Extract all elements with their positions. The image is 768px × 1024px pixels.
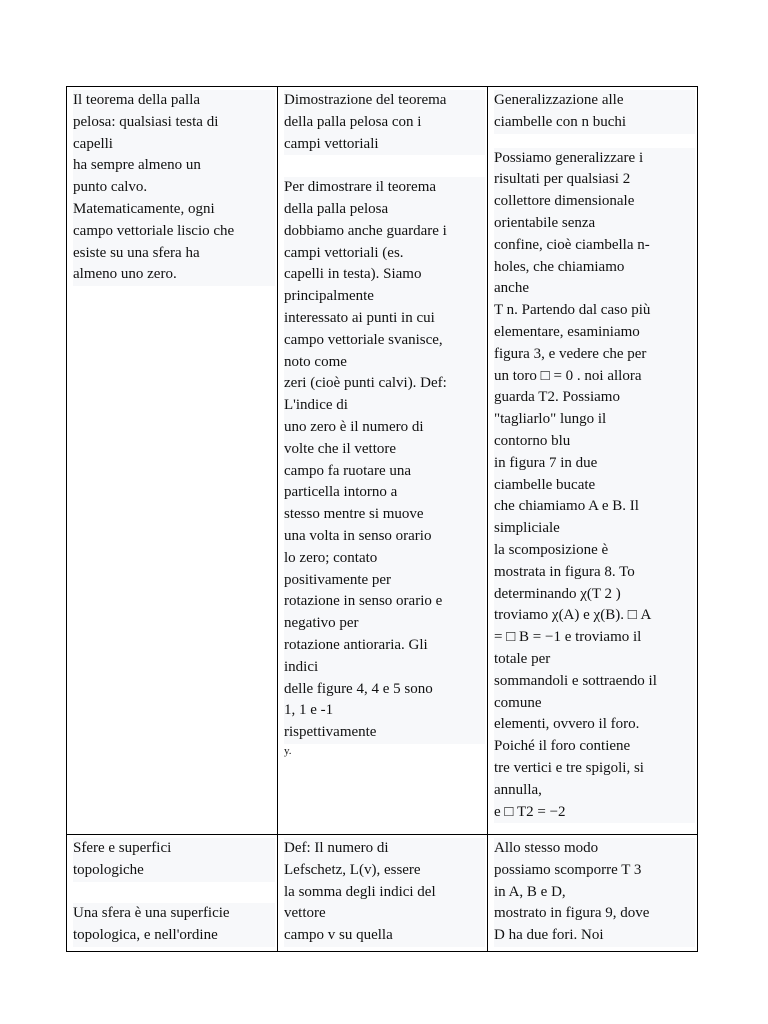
text-line: delle figure 4, 4 e 5 sono [284, 679, 485, 701]
text-line: T n. Partendo dal caso più [494, 300, 695, 322]
text-block [73, 903, 271, 947]
text-line: rotazione in senso orario e [284, 591, 485, 613]
text-line: risultati per qualsiasi 2 [494, 169, 695, 191]
text-line: Il teorema della palla [73, 90, 275, 112]
text-block [494, 838, 691, 947]
text-line: capelli [73, 134, 275, 156]
text-line: e □ T2 = −2 [494, 802, 695, 824]
text-line: interessato ai punti in cui [284, 308, 485, 330]
text-line: lo zero; contato [284, 548, 485, 570]
cell-title [494, 90, 691, 134]
text-block [73, 90, 271, 286]
text-line: D ha due fori. Noi [494, 925, 695, 947]
text-line: figura 3, e vedere che per [494, 344, 695, 366]
text-line: pelosa: qualsiasi testa di [73, 112, 275, 134]
cell-lefschetz-number [278, 835, 488, 952]
text-line: particella intorno a [284, 482, 485, 504]
text-line: ciambelle con n buchi [494, 112, 695, 134]
text-line: dobbiamo anche guardare i [284, 221, 485, 243]
cell-hairy-ball-theorem [67, 87, 278, 835]
text-line: troviamo χ(A) e χ(B). □ A [494, 605, 695, 627]
text-line: Per dimostrare il teorema [284, 177, 485, 199]
text-line: simpliciale [494, 518, 695, 540]
text-line: stesso mentre si muove [284, 504, 485, 526]
text-line: la somma degli indici del [284, 882, 485, 904]
text-line: campi vettoriali (es. [284, 243, 485, 265]
text-line: Sfere e superfici [73, 838, 275, 860]
stray-text: y. [284, 744, 292, 757]
text-line: contorno blu [494, 431, 695, 453]
text-line: collettore dimensionale [494, 191, 695, 213]
text-line: annulla, [494, 780, 695, 802]
text-line: comune [494, 693, 695, 715]
text-line: in figura 7 in due [494, 453, 695, 475]
text-line: almeno uno zero. [73, 264, 275, 286]
text-line: anche [494, 278, 695, 300]
cell-generalization-donuts [488, 87, 698, 835]
text-line: una volta in senso orario [284, 526, 485, 548]
text-line: la scomposizione è [494, 540, 695, 562]
text-line: negativo per [284, 613, 485, 635]
text-line: tre vertici e tre spigoli, si [494, 758, 695, 780]
text-line: sommandoli e sottraendo il [494, 671, 695, 693]
text-line: possiamo scomporre T 3 [494, 860, 695, 882]
text-line: ha sempre almeno un [73, 155, 275, 177]
text-line: rotazione antioraria. Gli [284, 635, 485, 657]
text-line: Def: Il numero di [284, 838, 485, 860]
text-line: volte che il vettore [284, 439, 485, 461]
text-line: principalmente [284, 286, 485, 308]
text-block [284, 177, 481, 744]
cell-decompose-t3 [488, 835, 698, 952]
text-line: campo vettoriale liscio che [73, 221, 275, 243]
text-line: campo vettoriale svanisce, [284, 330, 485, 352]
text-line: L'indice di [284, 395, 485, 417]
cell-proof-vector-fields [278, 87, 488, 835]
text-line: Possiamo generalizzare i [494, 148, 695, 170]
text-line: esiste su una sfera ha [73, 243, 275, 265]
cell-spheres-surfaces [67, 835, 278, 952]
cell-title [284, 90, 481, 155]
text-line: Allo stesso modo [494, 838, 695, 860]
text-line: orientabile senza [494, 213, 695, 235]
text-line: noto come [284, 352, 485, 374]
text-line: rispettivamente [284, 722, 485, 744]
text-line: mostrata in figura 8. To [494, 562, 695, 584]
text-line: punto calvo. [73, 177, 275, 199]
text-line: elementare, esaminiamo [494, 322, 695, 344]
text-line: capelli in testa). Siamo [284, 264, 485, 286]
text-line: Poiché il foro contiene [494, 736, 695, 758]
text-line: vettore [284, 903, 485, 925]
text-line: Dimostrazione del teorema [284, 90, 485, 112]
text-line: un toro □ = 0 . noi allora [494, 366, 695, 388]
text-line: = □ B = −1 e troviamo il [494, 627, 695, 649]
text-line: topologiche [73, 860, 275, 882]
text-line: 1, 1 e -1 [284, 700, 485, 722]
table-row [67, 87, 698, 835]
text-line: topologica, e nell'ordine [73, 925, 275, 947]
text-line: in A, B e D, [494, 882, 695, 904]
text-line: che chiamiamo A e B. Il [494, 496, 695, 518]
text-line: mostrato in figura 9, dove [494, 903, 695, 925]
text-line: holes, che chiamiamo [494, 257, 695, 279]
text-line: Generalizzazione alle [494, 90, 695, 112]
text-line: uno zero è il numero di [284, 417, 485, 439]
text-line: della palla pelosa [284, 199, 485, 221]
text-line: campo v su quella [284, 925, 485, 947]
text-line: determinando χ(T 2 ) [494, 584, 695, 606]
text-line: guarda T2. Possiamo [494, 387, 695, 409]
text-line: Matematicamente, ogni [73, 199, 275, 221]
text-line: della palla pelosa con i [284, 112, 485, 134]
text-line: zeri (cioè punti calvi). Def: [284, 373, 485, 395]
text-line: campi vettoriali [284, 134, 485, 156]
text-line: ciambelle bucate [494, 475, 695, 497]
text-line: Lefschetz, L(v), essere [284, 860, 485, 882]
text-line: confine, cioè ciambella n- [494, 235, 695, 257]
text-block [494, 148, 691, 824]
content-table [66, 86, 698, 952]
text-line: elementi, ovvero il foro. [494, 714, 695, 736]
table-row [67, 835, 698, 952]
text-line: positivamente per [284, 570, 485, 592]
text-line: totale per [494, 649, 695, 671]
text-block [284, 838, 481, 947]
text-line: "tagliarlo" lungo il [494, 409, 695, 431]
text-line: campo fa ruotare una [284, 461, 485, 483]
text-line: Una sfera è una superficie [73, 903, 275, 925]
cell-title [73, 838, 271, 882]
text-line: indici [284, 657, 485, 679]
